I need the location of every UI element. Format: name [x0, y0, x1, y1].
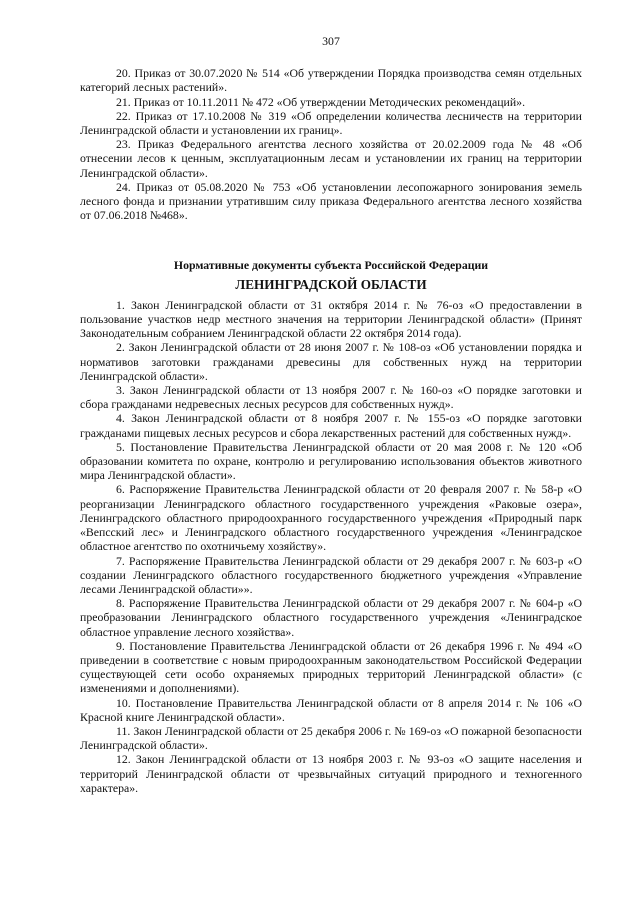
- list-item: 23. Приказ Федерального агентства лесного хозяйства от 20.02.2009 года № 48 «Об отнесении лесов к ценным, эксплуатационным лесам и установлении их границ на территории Ленинградской области».: [80, 137, 582, 180]
- list-item: 12. Закон Ленинградской области от 13 ноября 2003 г. № 93-оз «О защите населения и территорий Ленинградской области от чрезвычайных ситуаций природного и техногенного характера».: [80, 752, 582, 795]
- list-item: 24. Приказ от 05.08.2020 № 753 «Об установлении лесопожарного зонирования земель лесного фонда и признании утратившим силу приказа Федерального агентства лесного хозяйства от 07.06.2018 №468».: [80, 179, 582, 223]
- list-item: 7. Распоряжение Правительства Ленинградской области от 29 декабря 2007 г. № 603-р «О создании Ленинградского областного государственного бюджетного учреждения «Управление лесами Ленинградской области»».: [80, 553, 582, 596]
- list-item: 22. Приказ от 17.10.2008 № 319 «Об определении количества лесничеств на территории Ленинградской области и установлении их границ».: [80, 108, 582, 138]
- list-item: 4. Закон Ленинградской области от 8 ноября 2007 г. № 155-оз «О порядке заготовки гражданами пищевых лесных ресурсов и сбора лекарственных растений для собственных нужд».: [80, 411, 582, 440]
- list-item: 11. Закон Ленинградской области от 25 декабря 2006 г. № 169-оз «О пожарной безопасности Ленинградской области».: [80, 723, 582, 753]
- federal-orders-list: [80, 66, 582, 222]
- list-item: 20. Приказ от 30.07.2020 № 514 «Об утверждении Порядка производства семян отдельных категорий лесных растений».: [80, 66, 582, 95]
- list-item: 5. Постановление Правительства Ленинградской области от 20 мая 2008 г. № 120 «Об образовании комитета по охране, контролю и регулированию использования объектов животного мира Ленинградской области».: [80, 439, 582, 483]
- list-item: 9. Постановление Правительства Ленинградской области от 26 декабря 1996 г. № 494 «О приведении в соответствие с новым природоохранным законодательством Российской Федерации существующей сети особо охраняемых природных территорий Ленинградской области» (с изменениями и дополнениями).: [80, 638, 582, 696]
- list-item: 21. Приказ от 10.11.2011 № 472 «Об утверждении Методических рекомендаций».: [116, 94, 526, 109]
- section-spacer: [80, 222, 582, 258]
- list-item: 10. Постановление Правительства Ленинградской области от 8 апреля 2014 г. № 106 «О Красной книге Ленинградской области».: [80, 695, 582, 724]
- list-item: 6. Распоряжение Правительства Ленинградской области от 20 февраля 2007 г. № 58-р «О реорганизации Ленинградского областного государственного учреждения «Раковые озера», Ленинградского областного природоохранного государственного учреждения «Природный парк «Вепсский лес» и Ленинградского областного государственного учреждения «Ленинградское областное агентство по охотничьему хозяйству».: [80, 482, 582, 554]
- list-item: 2. Закон Ленинградской области от 28 июня 2007 г. № 108-оз «Об установлении порядка и нормативов заготовки гражданами древесины для собственных нужд на территории Ленинградской области».: [80, 340, 582, 383]
- section-subheading: ЛЕНИНГРАДСКОЙ ОБЛАСТИ: [235, 276, 427, 292]
- page-number: 307: [322, 34, 340, 48]
- list-item: 1. Закон Ленинградской области от 31 октября 2014 г. № 76-оз «О предоставлении в пользование участков недр местного значения на территории Ленинградской области» (Принят Законодательным собранием Ленинградской области 22 октября 2014 года).: [80, 297, 582, 341]
- regional-documents-list: [80, 298, 582, 795]
- list-item: 8. Распоряжение Правительства Ленинградской области от 29 декабря 2007 г. № 604-р «О преобразовании Ленинградского областного государственного учреждения «Ленинградское областное управление лесного хозяйства».: [80, 596, 582, 639]
- section-heading: Нормативные документы субъекта Российской Федерации: [173, 258, 489, 273]
- list-item: 3. Закон Ленинградской области от 13 ноября 2007 г. № 160-оз «О порядке заготовки и сбора гражданами недревесных лесных ресурсов для собственных нужд».: [80, 383, 582, 412]
